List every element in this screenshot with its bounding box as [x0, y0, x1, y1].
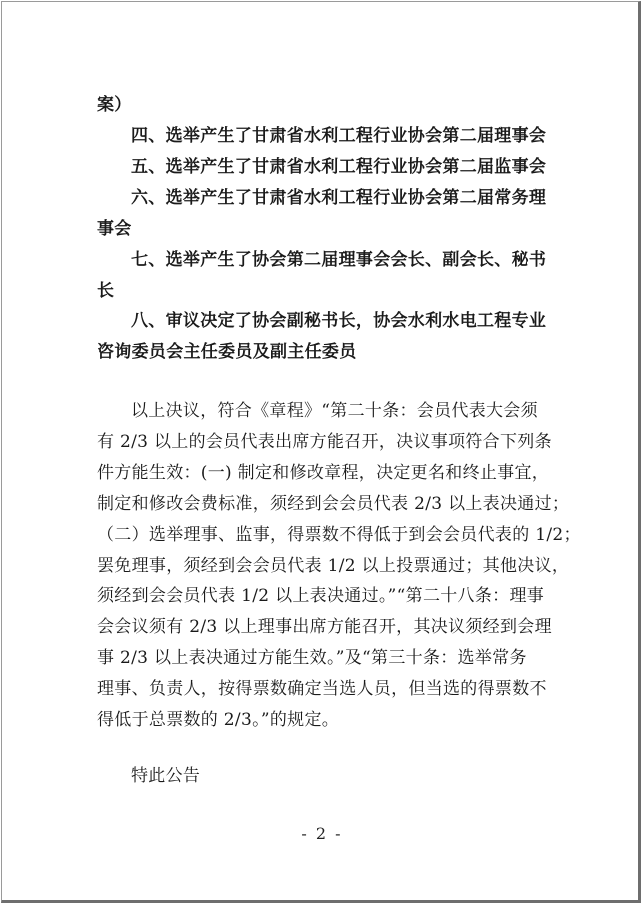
body-line: 件方能生效：(一) 制定和修改章程，决定更名和终止事宜， [97, 463, 550, 483]
resolution-line: 七、选举产生了协会第二届理事会会长、副会长、秘书 [131, 250, 547, 270]
body-line: 事 2/3 以上表决通过方能生效。”及“第三十条：选举常务 [97, 648, 527, 668]
body-line: （二）选举理事、监事，得票数不得低于到会会员代表的 1/2； [97, 525, 581, 545]
document-page [1, 1, 641, 903]
body-line: 以上决议，符合《章程》“第二十条：会员代表大会须 [131, 401, 538, 421]
resolution-line: 八、审议决定了协会副秘书长，协会水利水电工程专业 [131, 311, 547, 331]
body-line: 罢免理事，须经到会会员代表 1/2 以上投票通过；其他决议， [97, 556, 570, 576]
resolution-line: 四、选举产生了甘肃省水利工程行业协会第二届理事会 [131, 126, 547, 146]
body-line: 制定和修改会费标准，须经到会会员代表 2/3 以上表决通过； [97, 494, 570, 514]
closing-text: 特此公告 [131, 766, 201, 786]
body-line: 须经到会会员代表 1/2 以上表决通过。”“第二十八条：理事 [97, 586, 545, 606]
body-line: 理事、负责人，按得票数确定当选人员，但当选的得票数不 [97, 679, 547, 699]
resolution-line: 咨询委员会主任委员及副主任委员 [97, 342, 357, 362]
resolution-line: 事会 [97, 219, 132, 239]
resolution-line: 长 [97, 281, 115, 301]
page-number: - 2 - [301, 824, 343, 843]
body-line: 有 2/3 以上的会员代表出席方能召开，决议事项符合下列条 [97, 432, 552, 452]
resolution-line: 五、选举产生了甘肃省水利工程行业协会第二届监事会 [131, 157, 547, 177]
resolution-line: 案） [97, 95, 132, 115]
resolution-line: 六、选举产生了甘肃省水利工程行业协会第二届常务理 [131, 188, 547, 208]
body-line: 得低于总票数的 2/3。”的规定。 [97, 710, 340, 730]
body-line: 会会议须有 2/3 以上理事出席方能召开，其决议须经到会理 [97, 617, 552, 637]
